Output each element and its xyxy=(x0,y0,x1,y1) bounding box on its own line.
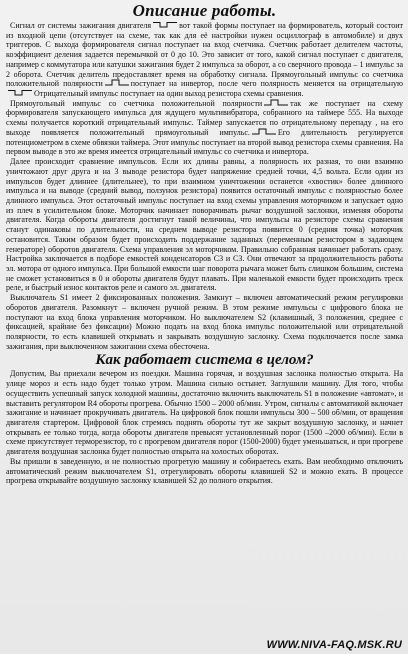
paragraph-2-part-c: Его длительность регулируется потенциометром в схеме обвязки таймера. Этот импульс поступает на второй вывод резистора схемы сравнения. На первом выводе в это же время имеется отрицательный импульс со счетчика и инвертора. xyxy=(6,127,403,157)
paragraph-2-part-b: так же поступает на схему формирователя запускающего импульса для ждущего мультивибратора, собранного на таймере 555. На выходе схемы получается короткий отрицательный импульс. Таймер запускается по отрицательному перепаду , на его выходе появляется положительный прямоугольный импульс. xyxy=(6,98,403,137)
paragraph-3: Далее происходит сравнение импульсов. Если их длины равны, а полярность их разная, то они взаимно уничтожают друг друга и на 3 выводе резистора будет напряжение средней точки, 4,5 вольта. Если один из импульсов будет длиннее (длительнее), то при взаимном уничтожении останется «хвостик» более длинного импульса и на выводе (средний вывод, ползунок резистора) появится остаточный импульс с полярностью более длинного импульса. Этот остаточный импульс поступает на вход схемы управления моторчиком и запускает одно из плеч в усилительном блоке. Моторчик начинает поворачивать рычаг воздушной заслонки, изменяя обороты двигателя. Когда обороты двигателя достигнут такой величины, что импульсы на резисторе схемы сравнения станут одинаковы по длительности, на среднем выводе резистора появится 0 (средняя точка) моторчик остановится. Таким образом будет происходить поддержание заданных (переменным резистором в задающем генераторе) оборотов двигателя. Схема управления эл моторчиком. Правильно собранная начинает работать сразу. Настройка заключается в подборе емкостей конденсаторов С3 и С3. Они отвечают за продолжительность работы эл. мотора от одного импульса. При большой емкости шаг поворота рычага может быть слишком большим, система не сможет установиться в 0 и обороты двигателя будут плавать. При маленькой емкости будет происходить треск реле, и быстрый износ контактов реле и самого эл. двигателя. xyxy=(6,157,403,293)
pulse-up-icon xyxy=(105,79,129,86)
paragraph-2 xyxy=(6,99,403,157)
paragraph-4: Выключатель S1 имеет 2 фиксированных положения. Замкнут – включен автоматический режим регулировки оборотов двигателя. Разомкнут – включен ручной режим. В этом режиме импульсы с цифрового блока не поступают на вход блока управления моторчиком. Но выключателем S2 (клавишный, 3 положения, среднее с фиксацией, крайние без фиксации) Можно подать на вход блока импульс положительной или отрицательной полярности, то есть клавишей открывать и закрывать воздушную заслонку. Схема подключается после замка зажигания, при выключенном зажигании схема обесточена. xyxy=(6,293,403,351)
paragraph-5: Допустим, Вы приехали вечером из поездки. Машина горячая, и воздушная заслонка полностью открыта. На улице мороз и есть надо будет только утром. Машина сильно остынет. Заглушили машину. Для того, чтобы осуществить успешный запуск холодной машины, достаточно включить выключатель S1 в положение «автомат», и выставить регулятором R4 обороты прогрева. Обычно 1500 – 2000 об/мин. Утром, сигналы с автоматикой включает зажигание и начинает прокручивать двигатель. На цифровой блок пошли импульсы 300 – 500 об/мин, от вращения двигателя стартером. Цифровой блок стремясь поднять обороты тут же закрыт воздушную заслонку, и начнет открывать ее только тогда, когда обороты двигателя превысят установленный порог (1500 –2000 об/мин). Если в схеме присутствует терморезистор, то с прогревом двигателя порог (1500-2000) будет уменьшаться, и при прогреве двигателя воздушная заслонка будет полностью открыта на холостых оборотах. xyxy=(6,369,403,457)
pulse-up-icon xyxy=(264,99,288,106)
paragraph-1 xyxy=(6,21,403,99)
page-title: Описание работы. xyxy=(132,1,277,20)
pulse-up-icon xyxy=(252,128,276,135)
paragraph-1-part-d: Отрицательный импульс поступает на один выход резистора схемы сравнения. xyxy=(34,89,304,99)
site-url: WWW.NIVA-FAQ.MSK.RU xyxy=(266,639,402,651)
section-title: Как работает система в целом? xyxy=(95,352,314,369)
paragraph-1-part-a: Сигнал от системы зажигания двигателя xyxy=(10,21,152,30)
paragraph-1-part-c: поступает на инвертор, после чего полярность меняется на отрицательную xyxy=(130,79,403,89)
paragraph-1-part-b: вот такой формы поступает на формирователь, который состоит из входной цепи (отсутствует на схеме, так как для её настройки нужен осциллограф в автомобиле) и двух триггеров. С выхода формирователя сигнал поступает на вход счетчика. Счетчик работает делителем частоты, коэффициент деления задается перемычкой от 0 до 10. Это зависит от того, какой сигнал поступает с двигателя, например с коммутатора или катушки зажигания будет 2 импульса за оборот, а со сверчного провода – 1 импульс за 2 оборота. Счетчик делитель предоставляет время на обработку сигнала. Прямоугольный импульс со счетчика положительной полярности xyxy=(6,21,403,89)
pulse-down-icon xyxy=(153,21,177,28)
paragraph-6: Вы пришли в заведенную, и не полностью прогретую машину и собираетесь ехать. Вам необходимо отключить автоматический режим выключателем S1, отрегулировать обороты клавишей S2 и можно ехать. В процессе прогрева открывайте воздушную заслонку клавишей S2 до полного открытия. xyxy=(6,456,403,486)
paragraph-2-part-a: Прямоугольный импульс со счетчика положительной полярности xyxy=(10,98,263,108)
pulse-down-icon xyxy=(8,89,32,96)
